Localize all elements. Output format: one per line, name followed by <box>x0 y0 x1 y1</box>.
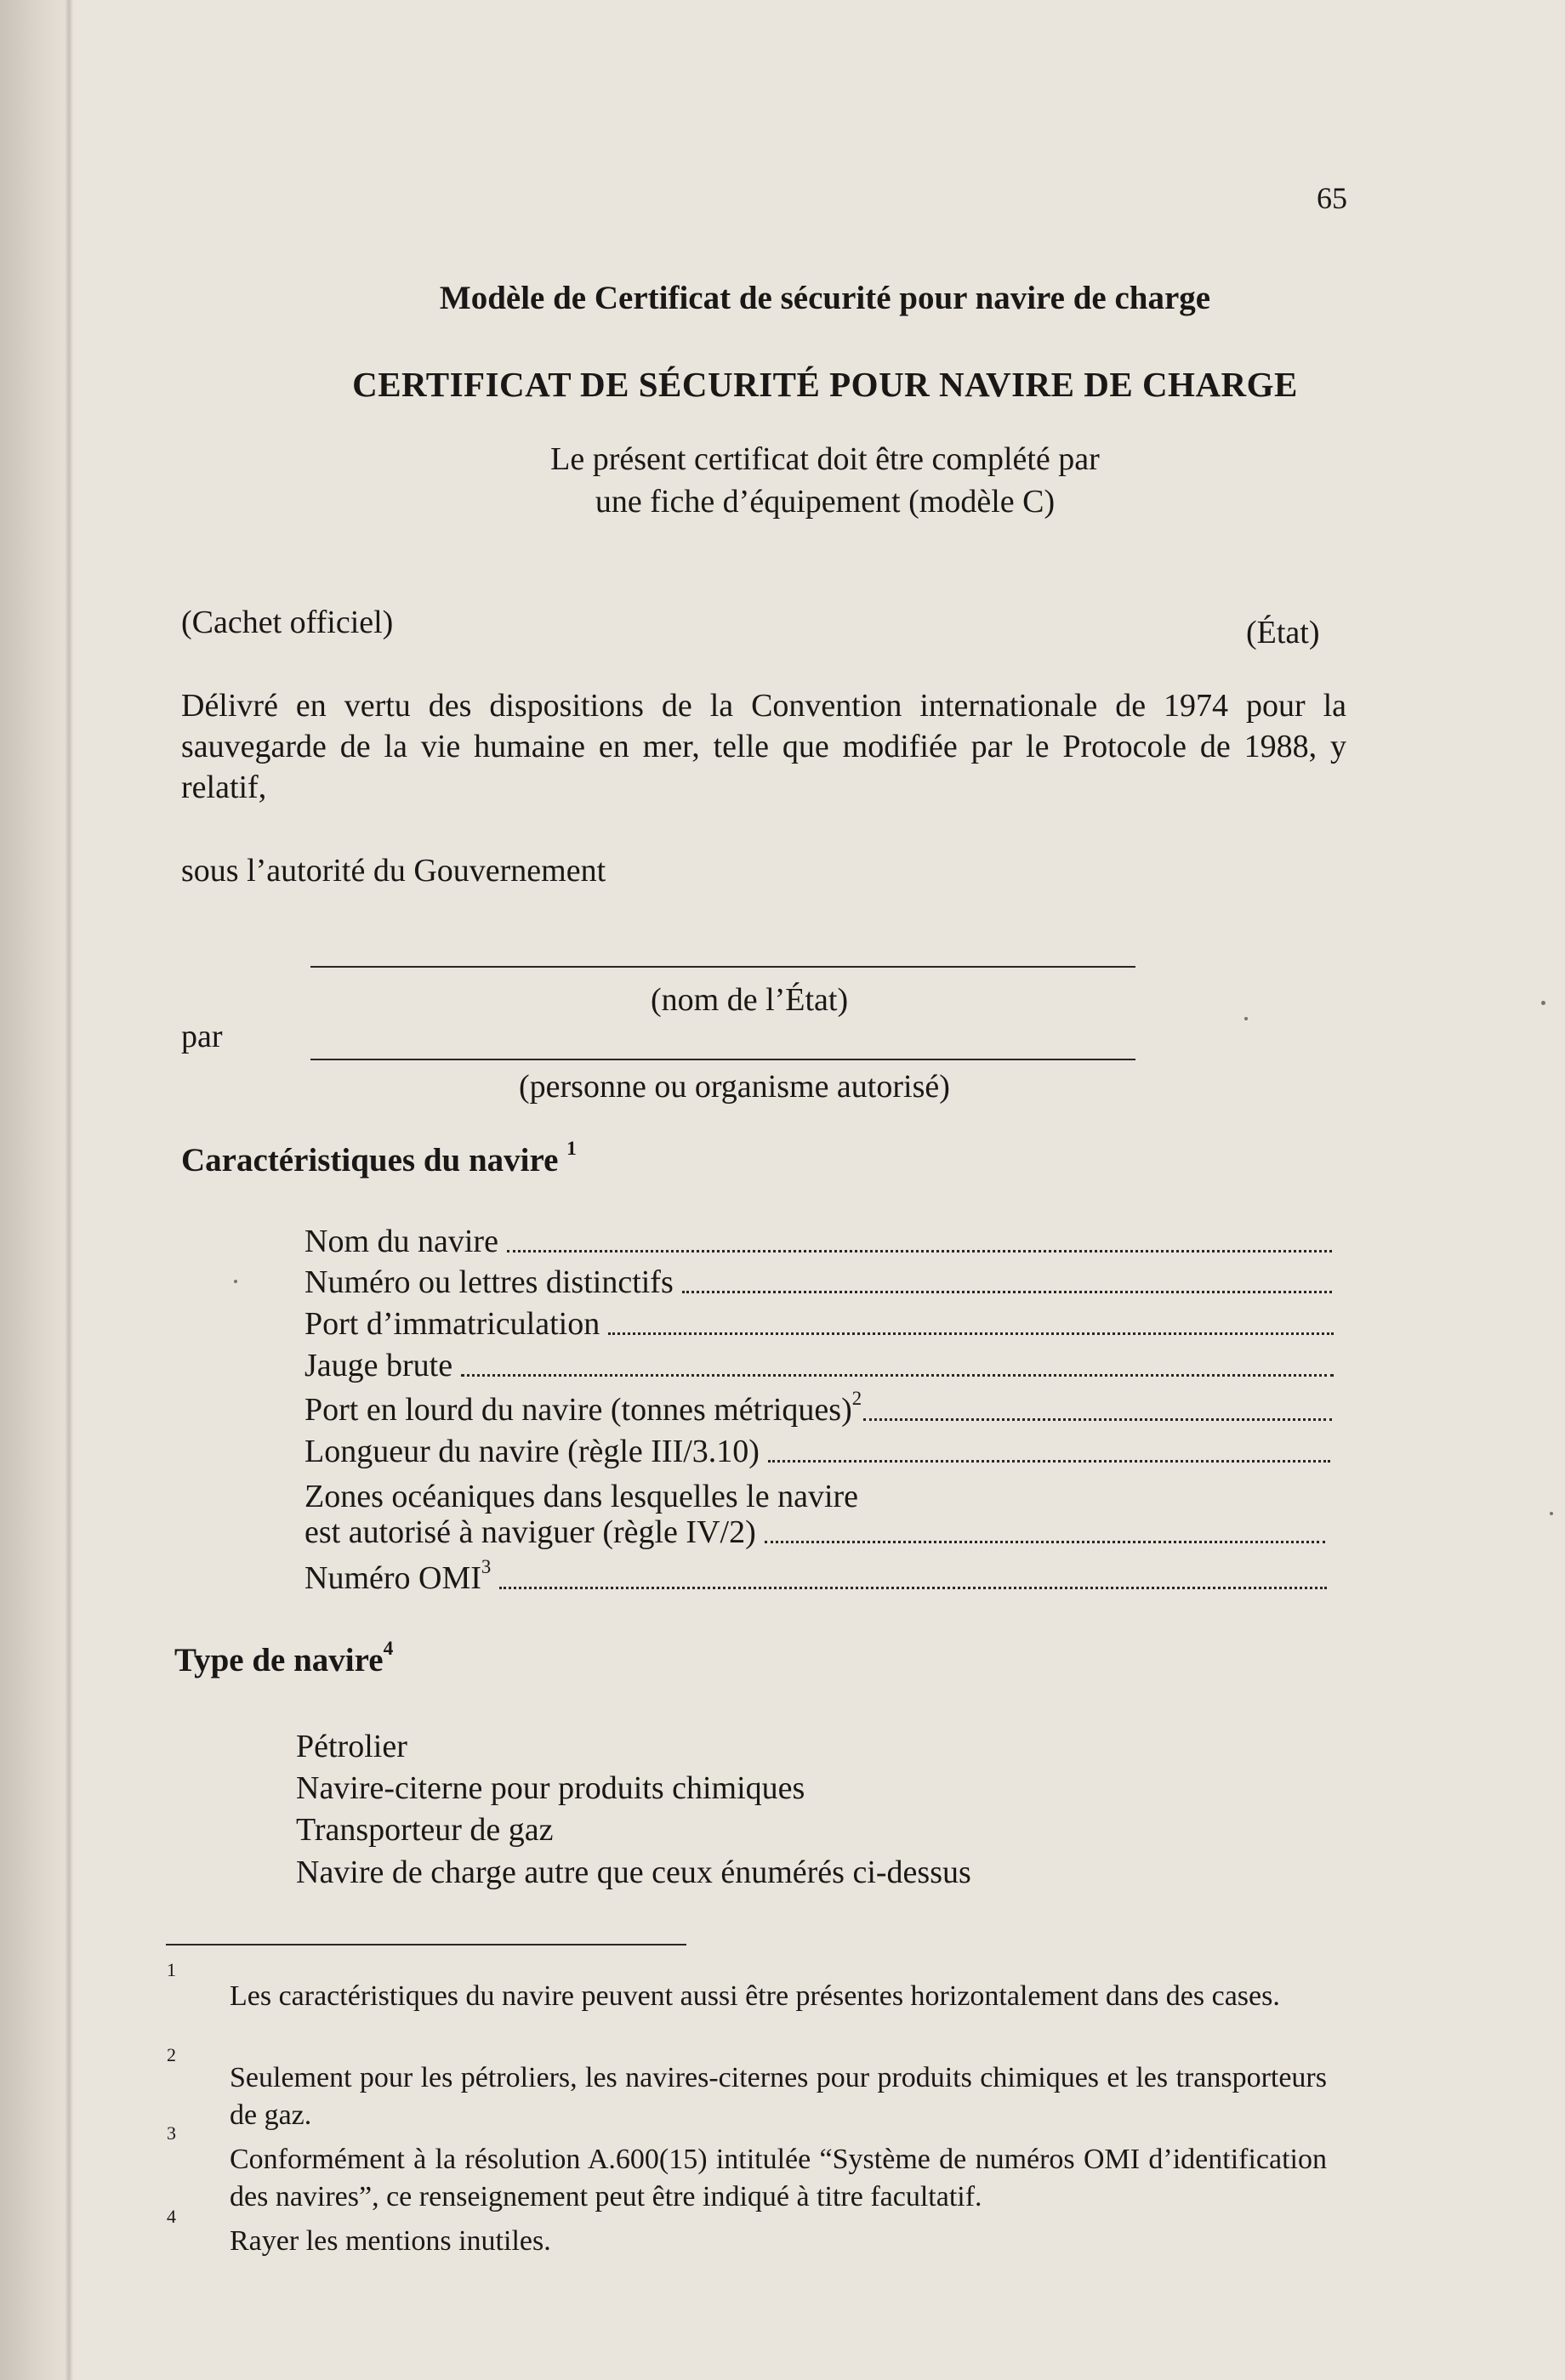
footnote-4-text: Rayer les mentions inutiles. <box>230 2225 551 2257</box>
footnote-3-text: Conformément à la résolution A.600(15) intitulée “Système de numéros OMI d’identification des navires”, ce renseignement peut être indiqué à titre facultatif. <box>230 2144 1327 2212</box>
ship-type-oil-tanker: Pétrolier <box>296 1729 407 1764</box>
field-deadweight: Port en lourd du navire (tonnes métriques)$^2$ <box>304 1389 1332 1429</box>
footnote-2-number: 2 <box>167 2044 176 2065</box>
field-gross-tonnage: Jauge brute <box>304 1345 1334 1384</box>
field-port-of-registry: Port d’immatriculation <box>304 1304 1334 1343</box>
document-title: CERTIFICAT DE SÉCURITÉ POUR NAVIRE DE CHARGE <box>352 365 1298 404</box>
field-ship-length: Longueur du navire (règle III/3.10) <box>304 1431 1330 1470</box>
paper-speck <box>234 1280 237 1283</box>
authority-label: sous l’autorité du Gouvernement <box>181 853 606 889</box>
field-sea-areas-line1: Zones océaniques dans lesquelles le navire <box>304 1479 859 1514</box>
ship-type-chemical-tanker: Navire-citerne pour produits chimiques <box>296 1770 805 1806</box>
footnote-2-text: Seulement pour les pétroliers, les navires-citernes pour produits chimiques et les transporteurs de gaz. <box>230 2062 1327 2131</box>
government-fill-line <box>310 966 1135 968</box>
intro-line-2: une fiche d’équipement (modèle C) <box>595 484 1056 520</box>
footnote-separator <box>166 1944 686 1945</box>
ship-particulars-heading: Caractéristiques du navire $^1$ <box>181 1138 577 1179</box>
paper-speck <box>1244 1017 1248 1020</box>
footnote-1-text: Les caractéristiques du navire peuvent aussi être présentes horizontalement dans des cases. <box>230 1980 1280 2012</box>
official-seal-label: (Cachet officiel) <box>181 605 394 640</box>
page-number: 65 <box>1317 181 1347 215</box>
document-subtitle: Modèle de Certificat de sécurité pour navire de charge <box>439 280 1211 316</box>
intro-line-1: Le présent certificat doit être complété par <box>550 441 1100 477</box>
paper-speck <box>1550 1512 1553 1515</box>
footnote-1-number: 1 <box>167 1959 176 1980</box>
paper-speck <box>1541 1001 1545 1005</box>
field-sea-areas: est autorisé à naviguer (règle IV/2) <box>304 1512 1325 1551</box>
field-imo-number: Numéro OMI$^3$ <box>304 1558 1327 1597</box>
ship-type-heading: Type de navire$^4$ <box>174 1638 394 1678</box>
authorized-org-fill-line <box>310 1059 1135 1060</box>
authorized-org-caption: (personne ou organisme autorisé) <box>519 1069 950 1105</box>
field-distinctive-number: Numéro ou lettres distinctifs <box>304 1262 1332 1301</box>
ship-type-gas-carrier: Transporteur de gaz <box>296 1812 554 1848</box>
footnote-3-number: 3 <box>167 2122 176 2144</box>
footnote-4-number: 4 <box>167 2206 176 2227</box>
state-label: (État) <box>1246 615 1320 650</box>
state-name-caption: (nom de l’État) <box>651 982 849 1018</box>
field-ship-name: Nom du navire <box>304 1221 1332 1260</box>
by-label: par <box>181 1019 223 1054</box>
issuance-paragraph: Délivré en vertu des dispositions de la Convention internationale de 1974 pour la sauvegarde de la vie humaine en mer, telle que modifiée par le Protocole de 1988, y relatif, <box>181 688 1346 805</box>
ship-type-other-cargo: Navire de charge autre que ceux énumérés ci-dessus <box>296 1855 971 1890</box>
